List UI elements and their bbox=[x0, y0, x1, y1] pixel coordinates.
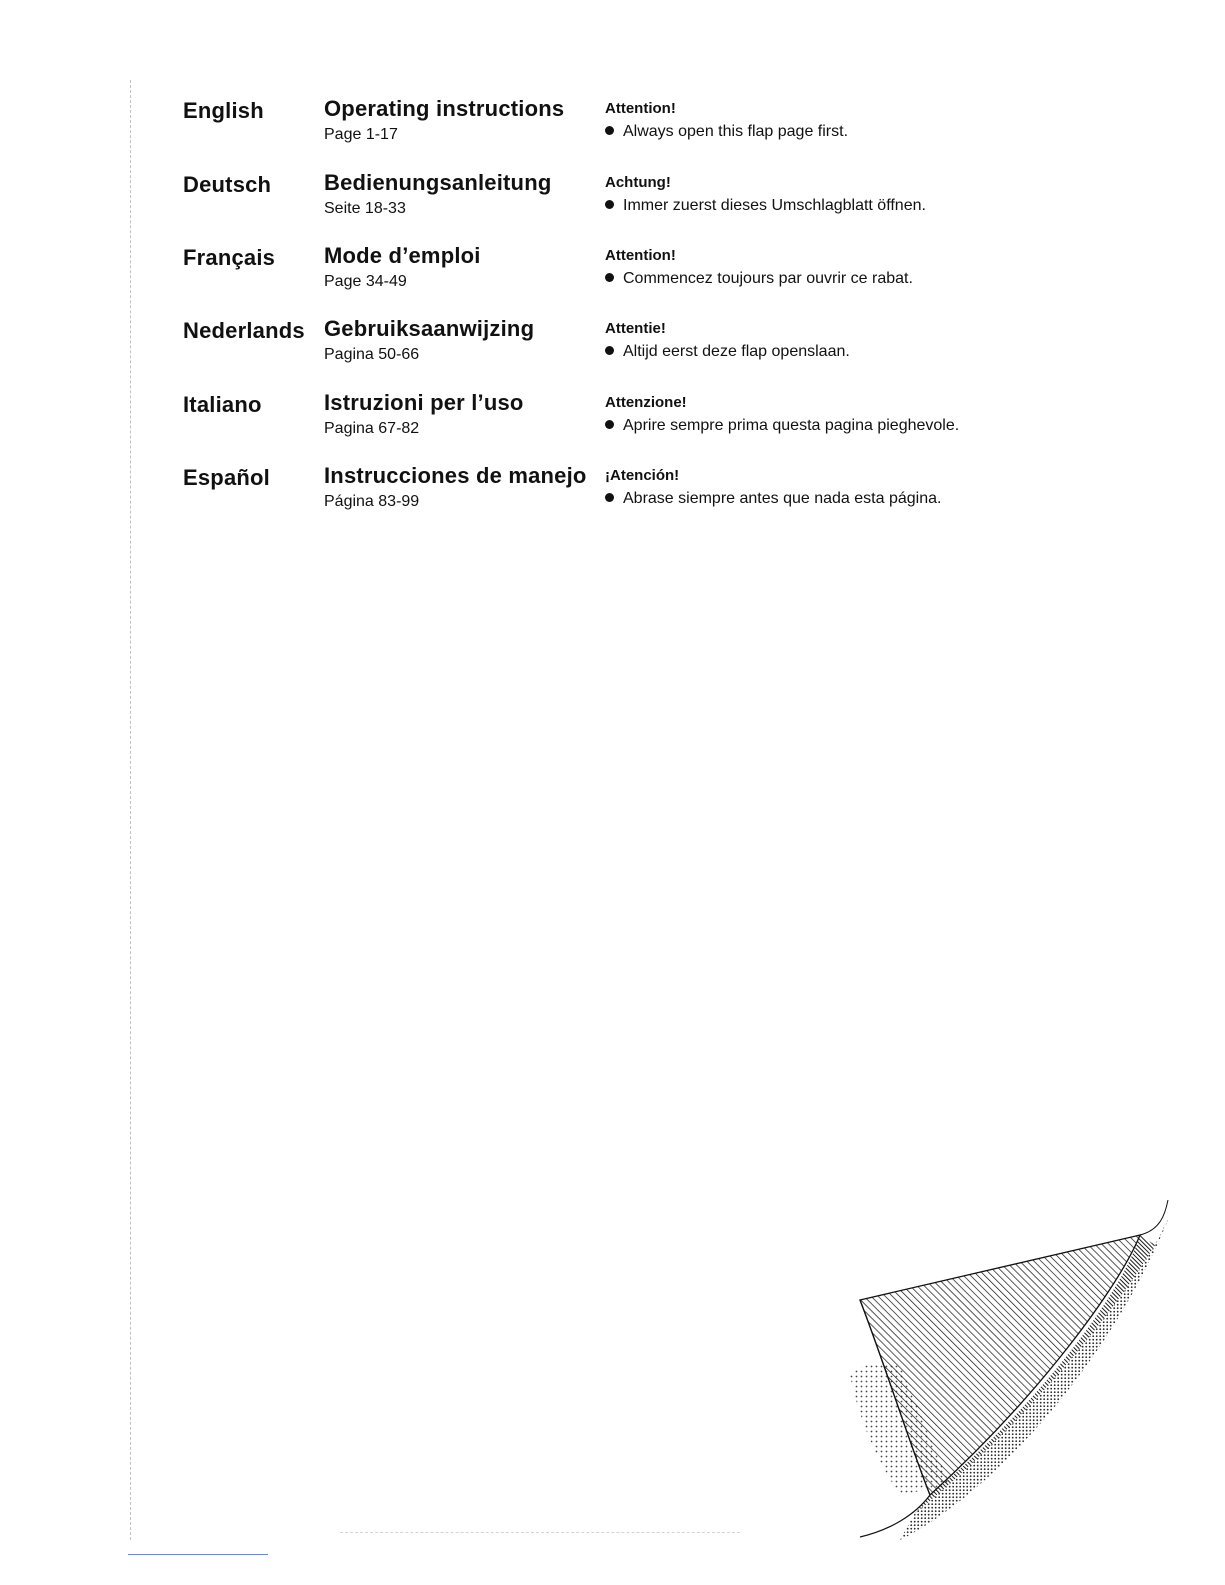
language-label: Español bbox=[183, 465, 270, 490]
attention-heading: Attention! bbox=[605, 100, 676, 117]
attention-note bbox=[605, 490, 941, 508]
section-deutsch bbox=[0, 172, 1225, 242]
manual-title: Istruzioni per l’uso bbox=[324, 390, 524, 415]
page-curl-icon bbox=[840, 1195, 1175, 1545]
section-english bbox=[0, 98, 1225, 168]
attention-note-text: Aprire sempre prima questa pagina pieghevole. bbox=[623, 417, 960, 434]
manual-title: Bedienungsanleitung bbox=[324, 170, 552, 195]
page-bottom-mark bbox=[128, 1554, 268, 1555]
attention-note-text: Immer zuerst dieses Umschlagblatt öffnen. bbox=[623, 197, 926, 214]
attention-heading: Achtung! bbox=[605, 174, 671, 191]
attention-note-text: Altijd eerst deze flap openslaan. bbox=[623, 343, 850, 360]
attention-note bbox=[605, 270, 913, 288]
attention-note bbox=[605, 197, 926, 215]
language-label: Français bbox=[183, 245, 276, 270]
manual-title: Gebruiksaanwijzing bbox=[324, 316, 535, 341]
attention-note bbox=[605, 343, 850, 361]
language-label: Deutsch bbox=[183, 172, 272, 197]
section-italiano bbox=[0, 392, 1225, 462]
attention-note-text: Abrase siempre antes que nada esta página. bbox=[623, 490, 942, 507]
attention-heading: Attenzione! bbox=[605, 394, 687, 411]
language-label: English bbox=[183, 98, 264, 123]
scan-artifact bbox=[340, 1532, 740, 1537]
attention-heading: Attentie! bbox=[605, 320, 666, 337]
language-label: Nederlands bbox=[183, 318, 305, 343]
language-label: Italiano bbox=[183, 392, 262, 417]
attention-note-text: Commencez toujours par ouvrir ce rabat. bbox=[623, 270, 913, 287]
bullet-icon bbox=[605, 346, 614, 355]
manual-title: Operating instructions bbox=[324, 96, 565, 121]
manual-title: Mode d’emploi bbox=[324, 243, 481, 268]
attention-note bbox=[605, 417, 959, 435]
attention-note-text: Always open this flap page first. bbox=[623, 123, 849, 140]
section-nederlands bbox=[0, 318, 1225, 388]
bullet-icon bbox=[605, 126, 614, 135]
attention-note bbox=[605, 123, 848, 141]
page-range: Seite 18-33 bbox=[324, 200, 406, 217]
page-range: Page 1-17 bbox=[324, 126, 398, 143]
section-francais bbox=[0, 245, 1225, 315]
bullet-icon bbox=[605, 200, 614, 209]
bullet-icon bbox=[605, 493, 614, 502]
section-espanol bbox=[0, 465, 1225, 535]
page-range: Página 83-99 bbox=[324, 493, 420, 510]
attention-heading: ¡Atención! bbox=[605, 467, 680, 484]
page-range: Pagina 50-66 bbox=[324, 346, 420, 363]
bullet-icon bbox=[605, 420, 614, 429]
page-range: Page 34-49 bbox=[324, 273, 407, 290]
page-range: Pagina 67-82 bbox=[324, 420, 420, 437]
manual-title: Instrucciones de manejo bbox=[324, 463, 587, 488]
attention-heading: Attention! bbox=[605, 247, 676, 264]
bullet-icon bbox=[605, 273, 614, 282]
